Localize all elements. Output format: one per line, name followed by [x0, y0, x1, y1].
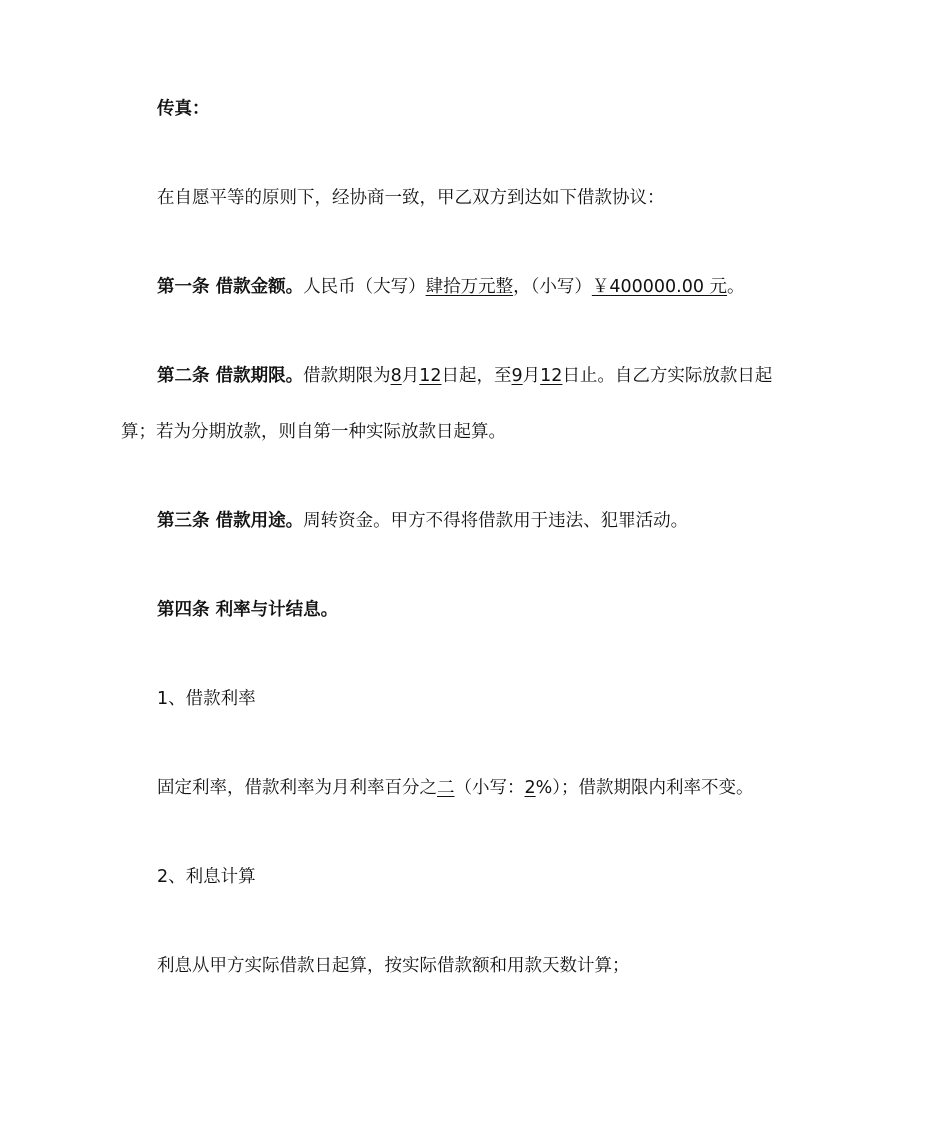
rate-in-words: 二: [437, 778, 455, 798]
rate-text: 固定利率，借款利率为月利率百分之: [157, 778, 437, 798]
article-1-text: 人民币（大写）: [303, 277, 426, 297]
rate-in-figures: 2: [524, 778, 536, 798]
article-1-text: ，（小写）: [513, 277, 592, 297]
article-4-heading: 第四条 利率与计结息。: [157, 600, 339, 620]
article-2-text: 日起，至: [441, 366, 512, 386]
rate-paragraph: [157, 780, 754, 798]
article-3-text: 周转资金。甲方不得将借款用于违法、犯罪活动。: [303, 511, 689, 531]
end-month: 9: [511, 366, 523, 386]
start-month: 8: [390, 366, 402, 386]
rate-text: %）；借款期限内利率不变。: [535, 778, 754, 798]
article-2-text: 借款期限为: [303, 366, 391, 386]
start-day: 12: [419, 366, 442, 386]
article-2-text: 日止。自乙方实际放款日起: [562, 366, 773, 386]
rate-text: （小写：: [454, 778, 525, 798]
article-3-heading: 第三条 借款用途。: [157, 511, 304, 531]
end-day: 12: [540, 366, 563, 386]
article-2-continuation: 算；若为分期放款，则自第一种实际放款日起算。: [121, 422, 506, 442]
article-2-paragraph: [157, 368, 772, 386]
article-2-text: 月: [401, 366, 420, 386]
section-1-heading: 1、借款利率: [157, 689, 256, 709]
amount-in-figures: ￥400000.00 元: [591, 277, 728, 297]
article-2-text: 月: [522, 366, 541, 386]
article-1-text: 。: [727, 277, 745, 297]
article-2-heading: 第二条 借款期限。: [157, 366, 304, 386]
fax-label: 传真：: [157, 99, 210, 119]
article-1-paragraph: [157, 279, 745, 297]
amount-in-words: 肆拾万元整: [425, 277, 514, 297]
interest-paragraph: 利息从甲方实际借款日起算，按实际借款额和用款天数计算；: [157, 956, 630, 976]
article-3-paragraph: [157, 513, 688, 531]
section-2-heading: 2、利息计算: [157, 867, 256, 887]
intro-paragraph: 在自愿平等的原则下，经协商一致，甲乙双方到达如下借款协议：: [157, 188, 665, 208]
article-1-heading: 第一条 借款金额。: [157, 277, 304, 297]
